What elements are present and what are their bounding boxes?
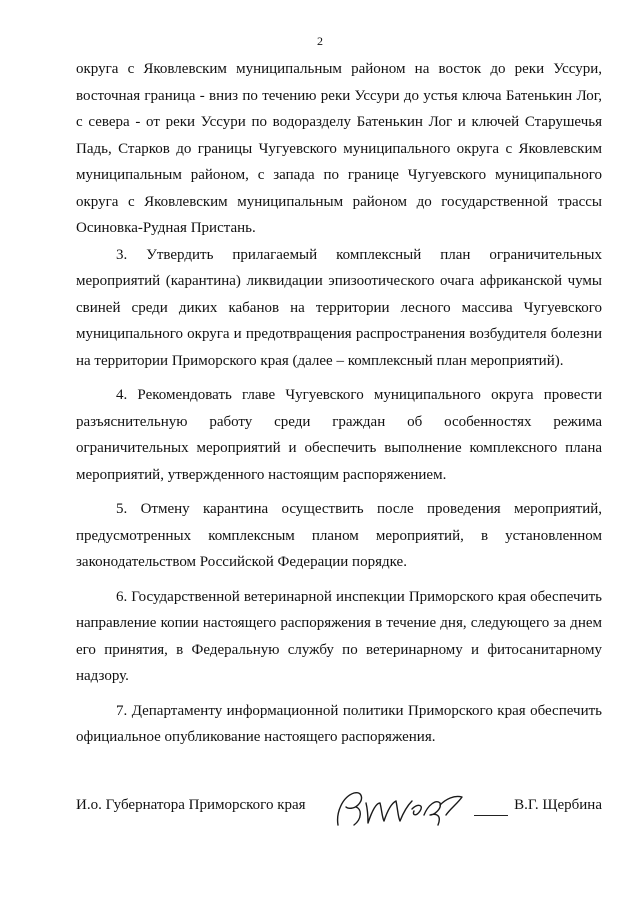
signer-title: И.о. Губернатора Приморского края (76, 797, 306, 813)
paragraph-item-7: 7. Департаменту информационной политики Приморского края обеспечить официальное опубликование настоящего распоряжения. (76, 702, 602, 745)
signature-line (474, 815, 508, 816)
paragraph-continued: округа с Яковлевским муниципальным районом на восток до реки Уссури, восточная граница - вниз по течению реки Уссури до устья ключа Батенькин Лог, с севера - от реки Уссури по водоразделу Батенькин Лог и ключей Старушечья Падь, Старков до границы Чугуевского муниципального округа с Яковлевским муниципальным районом, с запада по границе Чугуевского муниципального округа с Яковлевским муниципальным районом до государственной трассы Осиновка-Рудная Пристань. (76, 61, 602, 236)
signer-name: В.Г. Щербина (514, 797, 602, 813)
page-number: 2 (317, 34, 323, 48)
handwritten-signature (332, 785, 472, 833)
paragraph-item-5: 5. Отмену карантина осуществить после проведения мероприятий, предусмотренных комплексным планом мероприятий, в установленном законодательством Российской Федерации порядке. (76, 501, 602, 570)
document-body (76, 56, 602, 751)
paragraph-item-4: 4. Рекомендовать главе Чугуевского муниципального округа провести разъяснительную работу среди граждан об особенностях режима ограничительных мероприятий и обеспечить выполнение комплексного плана мероприятий, утвержденного настоящим распоряжением. (76, 387, 602, 483)
paragraph-item-3: 3. Утвердить прилагаемый комплексный план ограничительных мероприятий (карантина) ликвидации эпизоотического очага африканской чумы свиней среди диких кабанов на территории лесного массива Чугуевского муниципального округа и предотвращения распространения возбудителя болезни на территории Приморского края (далее – комплексный план мероприятий). (76, 246, 602, 369)
signature-block (76, 785, 602, 835)
paragraph-item-6: 6. Государственной ветеринарной инспекции Приморского края обеспечить направление копии настоящего распоряжения в течение дня, следующего за днем его принятия, в Федеральную службу по ветеринарному и фитосанитарному надзору. (76, 588, 602, 684)
